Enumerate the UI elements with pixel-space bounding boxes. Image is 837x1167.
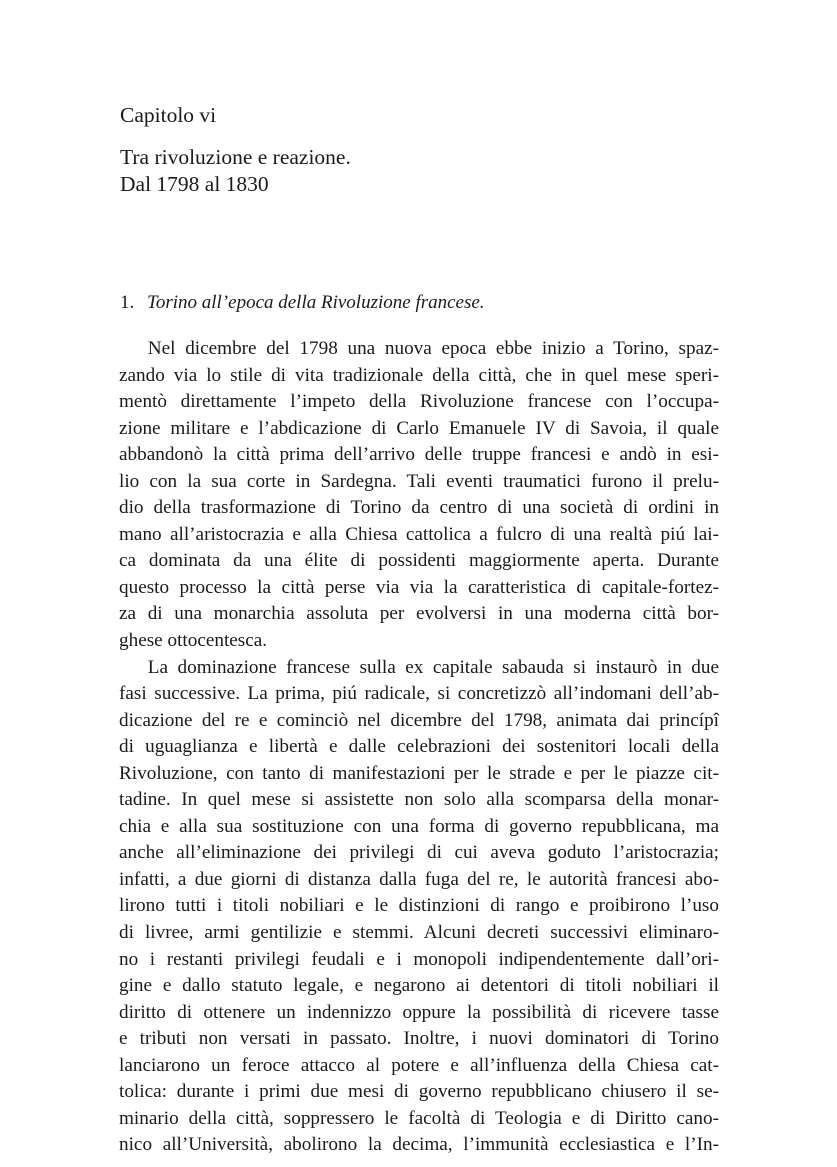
text-line: di uguaglianza e libertà e dalle celebrazioni dei sostenitori locali della (119, 736, 719, 758)
text-line: gine e dallo statuto legale, e negarono ai detentori di titoli nobiliari il (119, 975, 719, 997)
chapter-title (120, 144, 720, 198)
chapter-title-line-2: Dal 1798 al 1830 (120, 172, 269, 196)
text-line: no i restanti privilegi feudali e i monopoli indipendentemente dall’ori- (119, 948, 719, 970)
text-line: dio della trasformazione di Torino da centro di una società di ordini in (119, 497, 719, 519)
text-line: tadine. In quel mese si assistette non solo alla scomparsa della monar- (119, 789, 719, 811)
text-line: lio con la sua corte in Sardegna. Tali eventi traumatici furono il prelu- (119, 470, 719, 492)
text-line: chia e alla sua sostituzione con una forma di governo repubblicana, ma (119, 815, 719, 837)
text-line: abbandonò la città prima dell’arrivo delle truppe francesi e andò in esi- (119, 444, 719, 466)
text-line: e tributi non versati in passato. Inoltre, i nuovi dominatori di Torino (119, 1028, 719, 1050)
section-title: Torino all’epoca della Rivoluzione francese. (147, 292, 485, 313)
body-text (119, 336, 719, 1159)
text-line: Rivoluzione, con tanto di manifestazioni per le strade e per le piazze cit- (119, 762, 719, 784)
text-line: infatti, a due giorni di distanza dalla fuga del re, le autorità francesi abo- (119, 868, 719, 890)
text-line: La dominazione francese sulla ex capitale sabauda si instaurò in due (119, 656, 719, 678)
text-line: di livree, armi gentilizie e stemmi. Alcuni decreti successivi eliminaro- (119, 922, 719, 944)
text-line: minario della città, soppressero le facoltà di Teologia e di Diritto cano- (119, 1107, 719, 1129)
text-line: Nel dicembre del 1798 una nuova epoca ebbe inizio a Torino, spaz- (119, 338, 719, 359)
text-line: mano all’aristocrazia e alla Chiesa cattolica a fulcro di una realtà piú lai- (119, 523, 719, 545)
text-line: lirono tutti i titoli nobiliari e le distinzioni di rango e proibirono l’uso (119, 895, 719, 917)
text-line: tolica: durante i primi due mesi di governo repubblicano chiusero il se- (119, 1081, 719, 1103)
chapter-label: Capitolo vi (120, 103, 217, 127)
text-line: zando via lo stile di vita tradizionale della città, che in quel mese speri- (119, 364, 719, 386)
chapter-title-line-1: Tra rivoluzione e reazione. (120, 145, 351, 169)
text-line: zione militare e l’abdicazione di Carlo Emanuele IV di Savoia, il quale (119, 417, 719, 439)
text-line: questo processo la città perse via via la caratteristica di capitale-fortez- (119, 576, 719, 598)
text-line: diritto di ottenere un indennizzo oppure la possibilità di ricevere tasse (119, 1001, 719, 1023)
section-number: 1. (120, 292, 135, 313)
section-heading (120, 290, 485, 316)
text-line: ghese ottocentesca. (119, 630, 268, 652)
text-line: fasi successive. La prima, piú radicale, si concretizzò all’indomani dell’ab- (119, 683, 719, 705)
text-line: mentò direttamente l’impeto della Rivoluzione francese con l’occupa- (119, 391, 719, 413)
paragraph-2 (119, 655, 719, 1159)
text-line: lanciarono un feroce attacco al potere e all’influenza della Chiesa cat- (119, 1054, 719, 1076)
text-line: anche all’eliminazione dei privilegi di cui aveva goduto l’aristocrazia; (119, 842, 719, 864)
text-line: nico all’Università, abolirono la decima, l’immunità ecclesiastica e l’In- (119, 1134, 719, 1156)
text-line: dicazione del re e cominciò nel dicembre del 1798, animata dai princípî (119, 709, 719, 731)
paragraph-1 (119, 336, 719, 655)
text-line: za di una monarchia assoluta per evolversi in una moderna città bor- (119, 603, 719, 625)
text-line: ca dominata da una élite di possidenti maggiormente aperta. Durante (119, 550, 719, 572)
